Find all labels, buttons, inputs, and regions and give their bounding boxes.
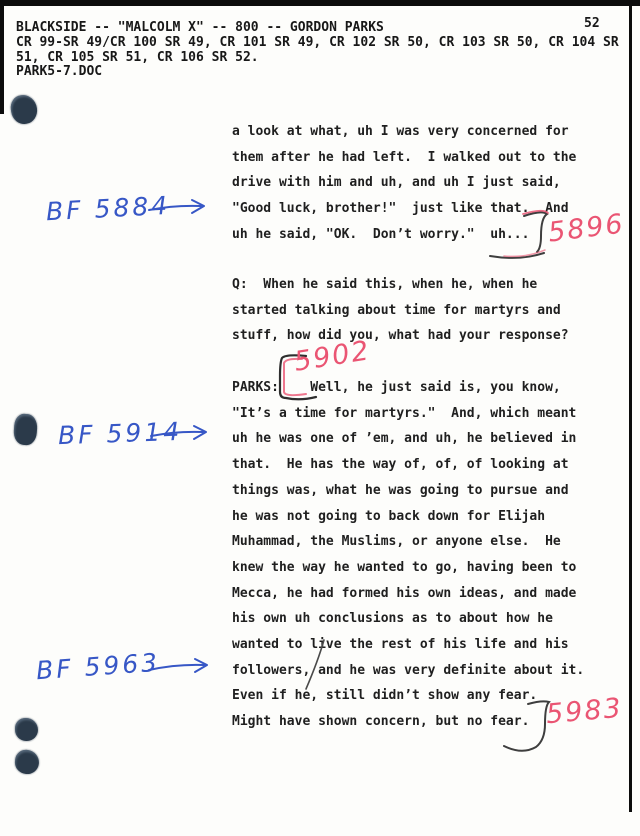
blue-annotation-bf-5884: BF 5884: [45, 190, 171, 227]
hole-punch-mark: [13, 413, 38, 446]
right-arrow-icon: [146, 656, 216, 678]
handwritten-slash-icon: [300, 637, 330, 693]
red-frame-number-5983: 5983: [544, 692, 624, 731]
paragraph-question: Q: When he said this, when he, when he started talking about time for martyrs and stuff, how did you, what had your response?: [232, 277, 569, 344]
blue-annotation-bf-5963: BF 5963: [35, 647, 161, 686]
hole-punch-mark: [9, 93, 39, 125]
scan-border-left: [0, 0, 4, 114]
right-arrow-icon: [146, 196, 212, 218]
scan-border-right: [629, 0, 632, 812]
red-frame-number-5902: 5902: [292, 335, 373, 378]
hole-punch-mark: [14, 749, 40, 775]
page-header: BLACKSIDE -- "MALCOLM X" -- 800 -- GORDON PARKS CR 99-SR 49/CR 100 SR 49, CR 101 SR 49, CR 102 SR 50, CR 103 SR 50, CR 104 SR 51, CR 105 SR 51, CR 106 SR 52. PARK5-7.DOC: [16, 20, 619, 80]
blue-annotation-bf-5914: BF 5914: [57, 416, 183, 451]
right-arrow-icon: [148, 422, 214, 444]
paragraph-answer-1: a look at what, uh I was very concerned for them after he had left. I walked out to the drive with him and uh, and uh I just said, "Good luck, brother!" just like that. And uh he said, "OK. Don’t worry." uh...: [232, 124, 577, 242]
hole-punch-mark: [15, 718, 38, 741]
paragraph-parks-answer: PARKS: Well, he just said is, you know, "It’s a time for martyrs." And, which meant uh he was one of ’em, and uh, he believed in that. He has the way of, of, of looking at things was, what he was going to pursue and he was not going to back down for Elijah Muhammad, the Muslims, or anyone else. He knew the way he wanted to go, having been to Mecca, he had formed his own ideas, and made his own uh conclusions as to about how he wanted to live the rest of his life and his followers, and he was very definite about it. Even if he, still didn’t show any fear. Might have shown concern, but no fear.: [232, 380, 585, 730]
red-frame-number-5896: 5896: [546, 208, 627, 249]
page-number: 52: [584, 16, 600, 31]
scan-border-top: [0, 0, 640, 6]
